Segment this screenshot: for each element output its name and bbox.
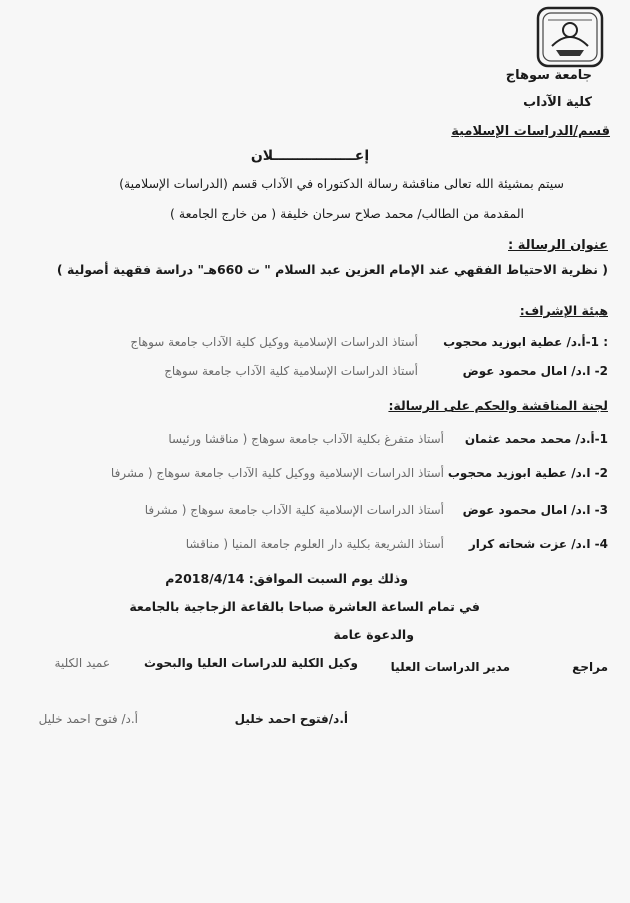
announcement-line-2: المقدمة من الطالب/ محمد صلاح سرحان خليفة ( من خارج الجامعة ) (170, 206, 524, 221)
signature-vice-dean: وكيل الكلية للدراسات العليا والبحوث (143, 656, 358, 670)
announcement-heading-text: إعـــــــــــــــــلان (250, 148, 370, 164)
committee-label: لجنة المناقشة والحكم على الرسالة: (388, 398, 608, 413)
signature-name-faint: أ.د/ فتوح احمد خليل (38, 712, 138, 726)
supervisor-title: أستاذ الدراسات الإسلامية ووكيل كلية الآداب جامعة سوهاج (130, 335, 418, 349)
signature-director: مدير الدراسات العليا (390, 660, 510, 674)
defense-date: وذلك يوم السبت الموافق: 2018/4/14م (165, 571, 408, 586)
public-invitation: والدعوة عامة (333, 627, 414, 642)
committee-member-title: أستاذ الدراسات الإسلامية ووكيل كلية الآداب جامعة سوهاج ( مشرفا (110, 466, 444, 480)
department-name: قسم/الدراسات الإسلامية (451, 124, 610, 139)
signature-reviewed: مراجع (572, 660, 608, 674)
university-name: جامعة سوهاج (505, 68, 592, 83)
supervisor-name: : 1-أ.د/ عطية ابوزيد محجوب (443, 335, 608, 349)
committee-member-title: أستاذ متفرغ بكلية الآداب جامعة سوهاج ( مناقشا ورئيسا (168, 432, 444, 446)
signature-name: أ.د/فتوح احمد خليل (234, 712, 348, 726)
committee-member-name: 2- ا.د/ عطية ابوزيد محجوب (447, 466, 608, 480)
university-logo (534, 6, 606, 68)
announcement-line-1: سيتم بمشيئة الله تعالى مناقشة رسالة الدكتوراه في الآداب قسم (الدراسات الإسلامية) (119, 176, 564, 191)
announcement-heading (190, 148, 430, 164)
supervisor-title: أستاذ الدراسات الإسلامية كلية الآداب جامعة سوهاج (164, 364, 418, 378)
committee-member-name: 1-أ.د/ محمد محمد عثمان (464, 432, 608, 446)
committee-member-title: أستاذ الشريعة بكلية دار العلوم جامعة المنيا ( مناقشا (185, 537, 444, 551)
committee-member-name: 4- ا.د/ عزت شحاته كرار (468, 537, 608, 551)
signature-dean: عميد الكلية (54, 656, 110, 670)
committee-member-title: أستاذ الدراسات الإسلامية كلية الآداب جامعة سوهاج ( مشرفا (144, 503, 444, 517)
defense-time-location: في تمام الساعة العاشرة صباحا بالقاعة الزجاجية بالجامعة (129, 599, 480, 614)
faculty-name: كلية الآداب (523, 95, 592, 110)
supervision-label: هيئة الإشراف: (519, 303, 608, 318)
committee-member-name: 3- ا.د/ امال محمود عوض (462, 503, 608, 517)
supervisor-name: 2- ا.د/ امال محمود عوض (462, 364, 608, 378)
thesis-title: ( نظرية الاحتياط الفقهي عند الإمام العزين عبد السلام " ت 660هـ" دراسة فقهية أصولية ) (56, 262, 608, 277)
thesis-title-label: عنوان الرسالة : (508, 238, 608, 253)
